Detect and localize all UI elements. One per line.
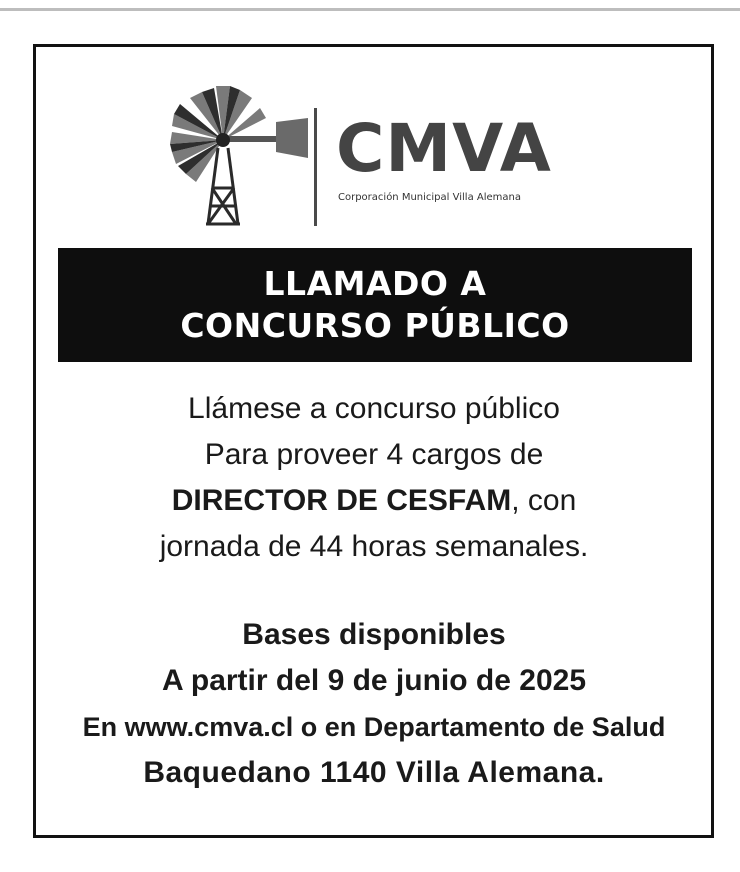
- details-text: [40, 612, 708, 796]
- announcement-line-2: Para proveer 4 cargos de: [204, 438, 544, 471]
- logo-subtitle: Corporación Municipal Villa Alemana: [338, 192, 521, 203]
- top-divider: [0, 8, 740, 11]
- title-line-1: LLAMADO A: [263, 264, 487, 303]
- details-line-4: Baquedano 1140 Villa Alemana.: [143, 756, 605, 789]
- announcement-line-3: [40, 478, 708, 524]
- announcement-text: [40, 386, 708, 570]
- announcement-line-4: jornada de 44 horas semanales.: [159, 530, 589, 563]
- details-line-1: Bases disponibles: [242, 618, 506, 651]
- announcement-line-1: Llámese a concurso público: [188, 392, 560, 425]
- title-banner: [58, 248, 692, 362]
- logo-divider: [314, 108, 317, 226]
- details-line-2: A partir del 9 de junio de 2025: [161, 664, 586, 697]
- details-line-3: En www.cmva.cl o en Departamento de Salud: [82, 712, 666, 742]
- logo-wordmark: CMVA: [336, 110, 552, 187]
- position-title: DIRECTOR DE CESFAM: [171, 484, 512, 517]
- title-line-2: CONCURSO PÚBLICO: [180, 306, 570, 345]
- windmill-icon: [168, 78, 308, 226]
- position-suffix: , con: [511, 484, 577, 517]
- cmva-logo: [168, 78, 588, 228]
